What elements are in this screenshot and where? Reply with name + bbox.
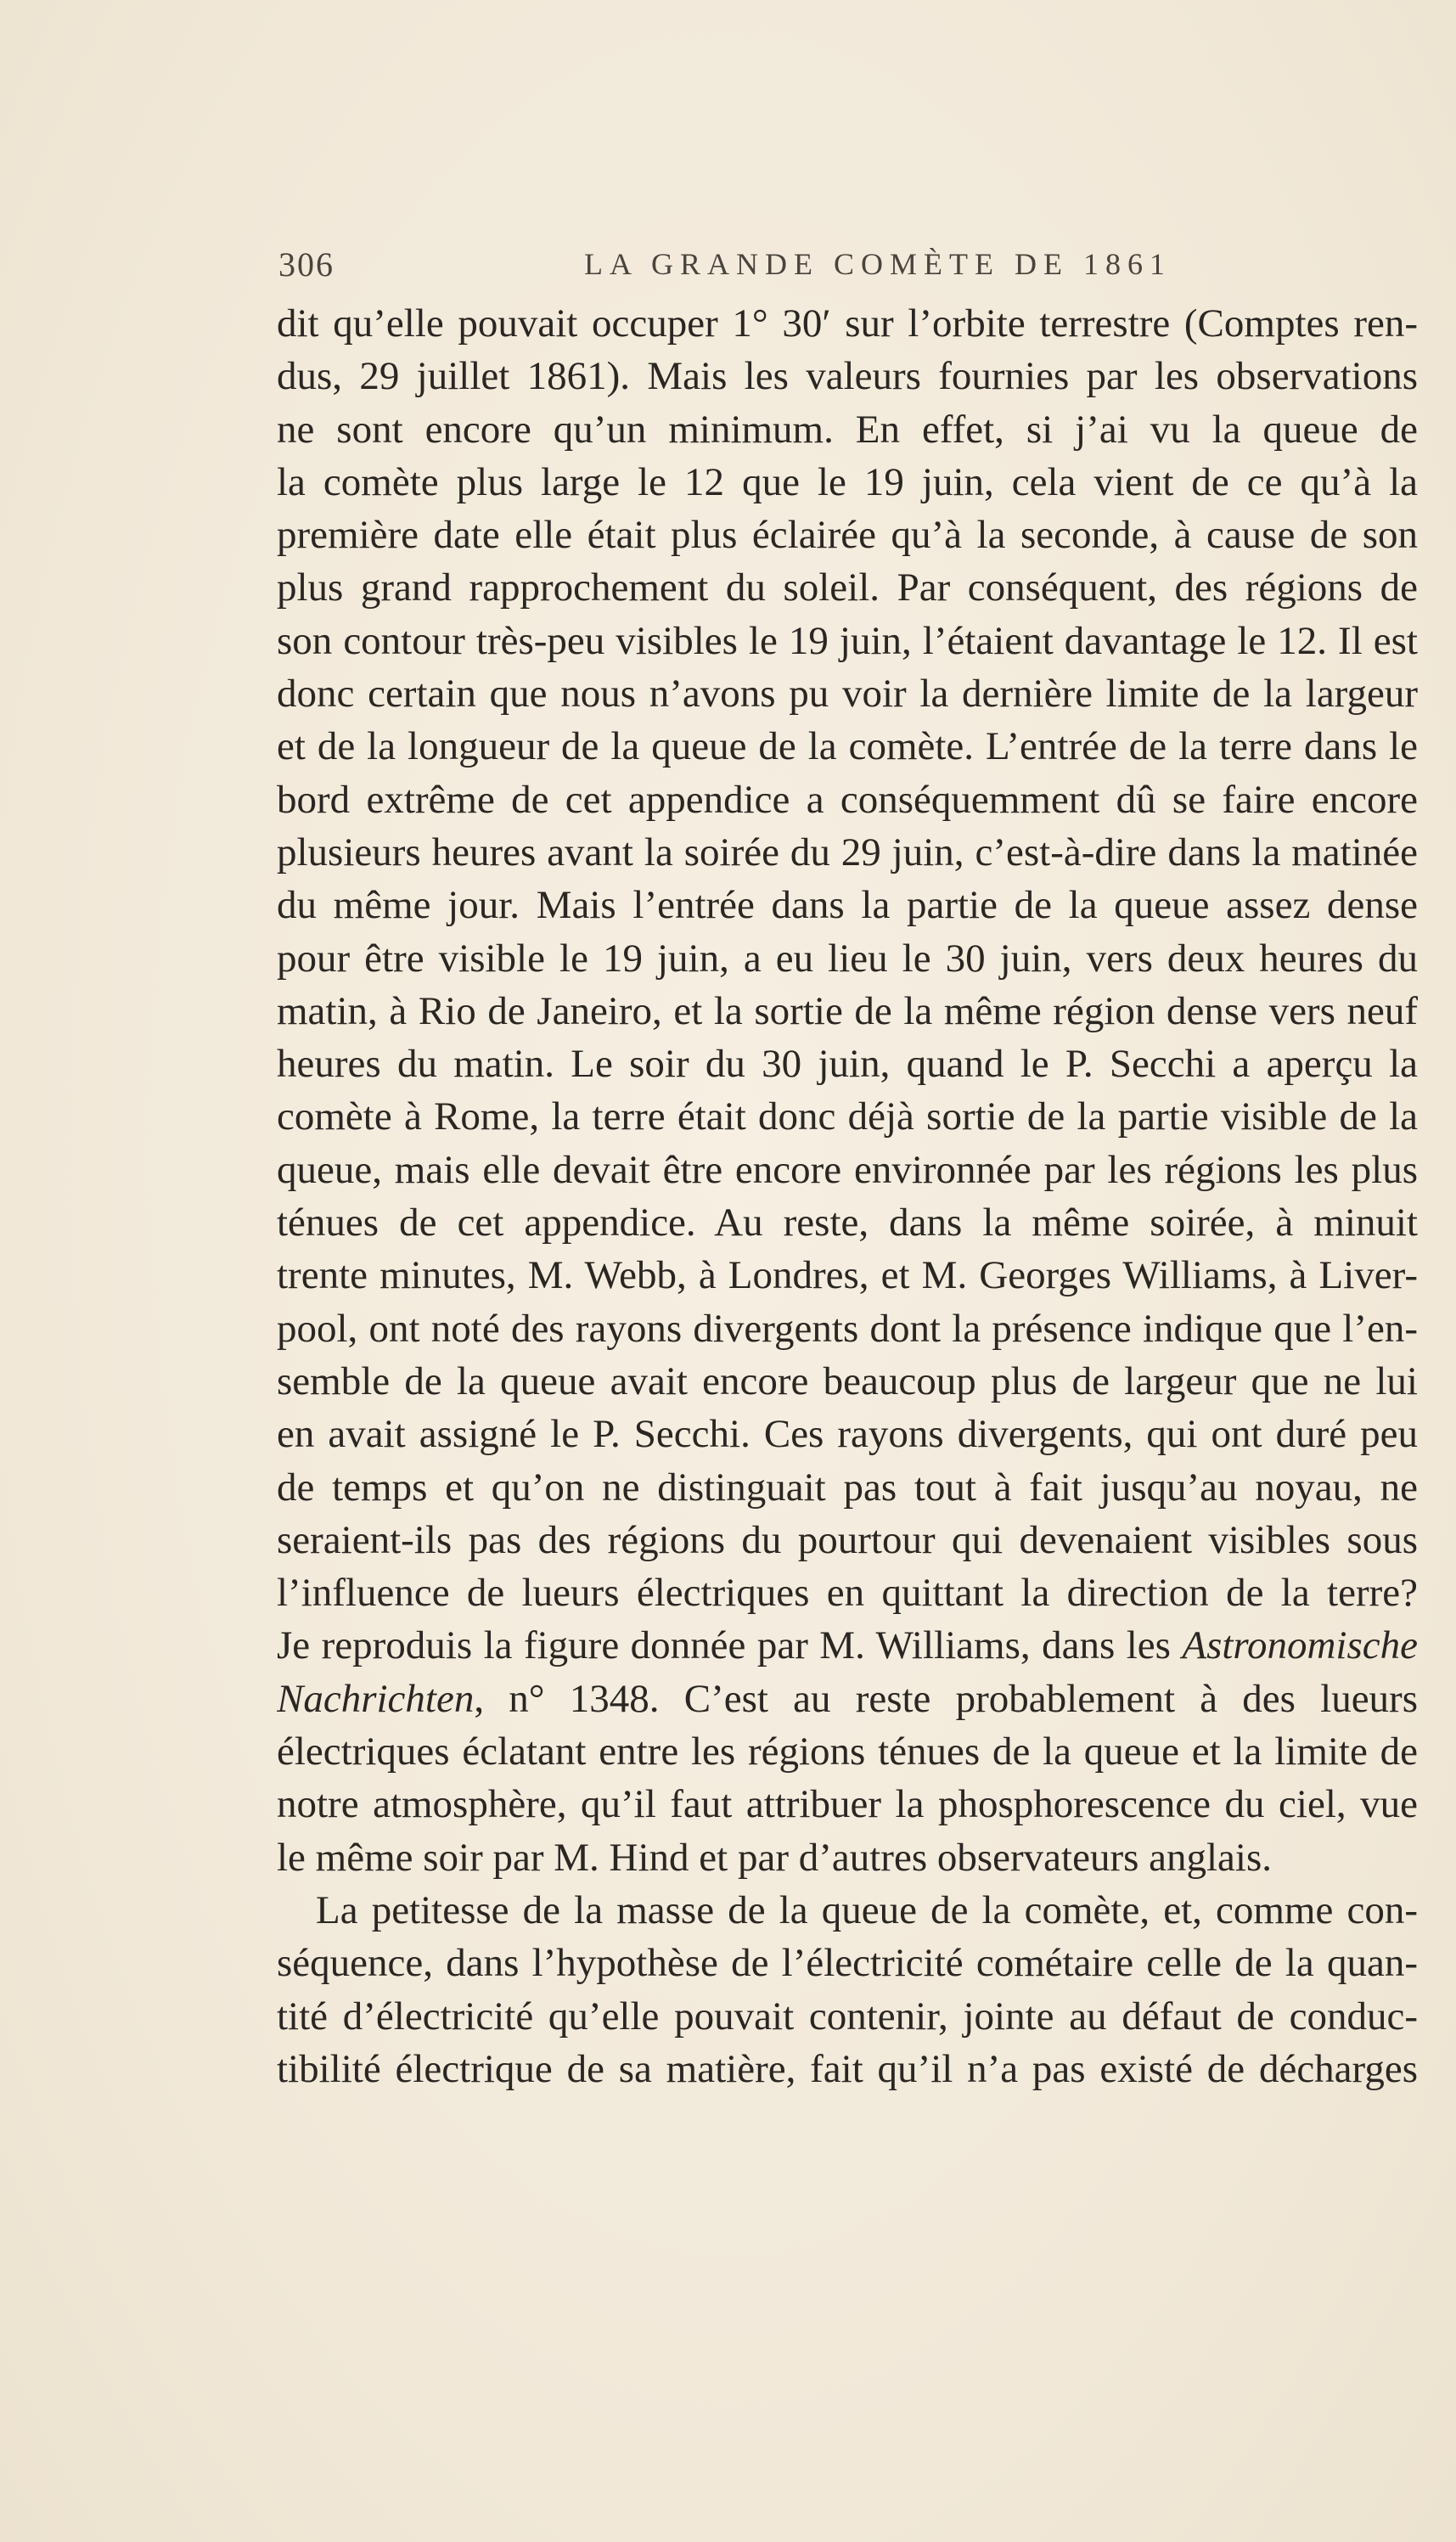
text-line — [277, 1619, 1418, 1672]
line-text: du même jour. Mais l’entrée dans la partie de la queue assez dense — [277, 883, 1418, 928]
text-line — [277, 932, 1418, 985]
line-text: Je reproduis la figure donnée par M. Williams, dans les — [277, 1623, 1183, 1668]
line-text: queue, mais elle devait être encore environnée par les régions les plus — [277, 1147, 1418, 1192]
line-text: , n° 1348. C’est au reste probablement à des lueurs — [474, 1676, 1418, 1721]
text-line — [277, 1249, 1418, 1302]
line-text: notre atmosphère, qu’il faut attribuer la phosphorescence du ciel, vue — [277, 1782, 1418, 1827]
text-line — [277, 1990, 1418, 2043]
body-text — [277, 297, 1418, 2095]
line-text: heures du matin. Le soir du 30 juin, quand le P. Secchi a aperçu la — [277, 1042, 1418, 1087]
line-text: bord extrême de cet appendice a conséquemment dû se faire encore — [277, 777, 1418, 822]
line-text: pour être visible le 19 juin, a eu lieu le 30 juin, vers deux heures du — [277, 936, 1418, 981]
page-header — [278, 245, 1416, 287]
text-line — [277, 985, 1418, 1038]
line-text: électriques éclatant entre les régions ténues de la queue et la limite de — [277, 1729, 1418, 1774]
text-line — [277, 1937, 1418, 1989]
italic-title: Nachrichten — [277, 1676, 475, 1721]
line-text: son contour très-peu visibles le 19 juin, l’étaient davantage le 12. Il est — [277, 618, 1418, 663]
text-line — [277, 1090, 1418, 1143]
text-line — [277, 1778, 1418, 1831]
line-text: plus grand rapprochement du soleil. Par conséquent, des régions de — [277, 565, 1418, 610]
line-text: seraient-ils pas des régions du pourtour qui devenaient visibles sous — [277, 1517, 1418, 1562]
text-line — [277, 561, 1418, 614]
text-line — [277, 1196, 1418, 1249]
text-line — [277, 1725, 1418, 1778]
text-line — [277, 1408, 1418, 1460]
text-line — [277, 297, 1418, 350]
text-line — [277, 1144, 1418, 1196]
text-line — [277, 1355, 1418, 1408]
line-text: première date elle était plus éclairée qu’à la seconde, à cause de son — [277, 513, 1418, 558]
line-text: et de la longueur de la queue de la comète. L’entrée de la terre dans le — [277, 724, 1418, 769]
line-text: tité d’électricité qu’elle pouvait contenir, jointe au défaut de conduc- — [277, 1994, 1418, 2039]
line-text: dit qu’elle pouvait occuper 1° 30′ sur l’orbite terrestre (Comptes ren- — [277, 301, 1418, 346]
line-text: donc certain que nous n’avons pu voir la dernière limite de la largeur — [277, 672, 1418, 717]
text-line — [277, 1302, 1418, 1355]
text-line — [277, 773, 1418, 826]
line-text: le même soir par M. Hind et par d’autres observateurs anglais. — [277, 1835, 1273, 1880]
line-text: en avait assigné le P. Secchi. Ces rayons divergents, qui ont duré peu — [277, 1412, 1418, 1457]
running-title: LA GRANDE COMÈTE DE 1861 — [584, 247, 1172, 281]
line-text: plusieurs heures avant la soirée du 29 juin, c’est-à-dire dans la matinée — [277, 830, 1418, 875]
line-text: l’influence de lueurs électriques en quittant la direction de la terre? — [277, 1571, 1418, 1616]
line-text: séquence, dans l’hypothèse de l’électricité cométaire celle de la quan- — [277, 1941, 1418, 1986]
line-text: ne sont encore qu’un minimum. En effet, si j’ai vu la queue de — [277, 407, 1418, 452]
line-text: trente minutes, M. Webb, à Londres, et M. Georges Williams, à Liver- — [277, 1253, 1418, 1298]
text-line — [277, 1514, 1418, 1566]
line-text: semble de la queue avait encore beaucoup plus de largeur que ne lui — [277, 1358, 1418, 1403]
text-line — [277, 2043, 1418, 2095]
page-number: 306 — [278, 245, 334, 284]
text-line — [277, 1038, 1418, 1090]
text-line — [277, 350, 1418, 402]
text-line — [277, 1673, 1418, 1725]
text-line — [277, 1461, 1418, 1514]
text-line — [277, 1831, 1418, 1884]
line-text: ténues de cet appendice. Au reste, dans la même soirée, à minuit — [277, 1201, 1418, 1246]
line-text: comète à Rome, la terre était donc déjà sortie de la partie visible de la — [277, 1094, 1418, 1139]
text-line — [277, 1884, 1418, 1937]
line-text: dus, 29 juillet 1861). Mais les valeurs fournies par les observations — [277, 354, 1418, 399]
text-line — [277, 720, 1418, 773]
text-line — [277, 1566, 1418, 1619]
text-line — [277, 826, 1418, 879]
text-line — [277, 667, 1418, 720]
text-line — [277, 509, 1418, 561]
line-text: La petitesse de la masse de la queue de la comète, et, comme con- — [316, 1887, 1418, 1932]
text-line — [277, 456, 1418, 509]
text-line — [277, 615, 1418, 667]
line-text: la comète plus large le 12 que le 19 juin, cela vient de ce qu’à la — [277, 459, 1418, 504]
line-text: pool, ont noté des rayons divergents dont la présence indique que l’en- — [277, 1306, 1418, 1351]
line-text: tibilité électrique de sa matière, fait qu’il n’a pas existé de décharges — [277, 2046, 1418, 2091]
italic-title: Astronomische — [1182, 1623, 1418, 1668]
text-line — [277, 879, 1418, 931]
text-line — [277, 403, 1418, 456]
line-text: de temps et qu’on ne distinguait pas tout à fait jusqu’au noyau, ne — [277, 1465, 1418, 1510]
line-text: matin, à Rio de Janeiro, et la sortie de la même région dense vers neuf — [277, 988, 1418, 1033]
